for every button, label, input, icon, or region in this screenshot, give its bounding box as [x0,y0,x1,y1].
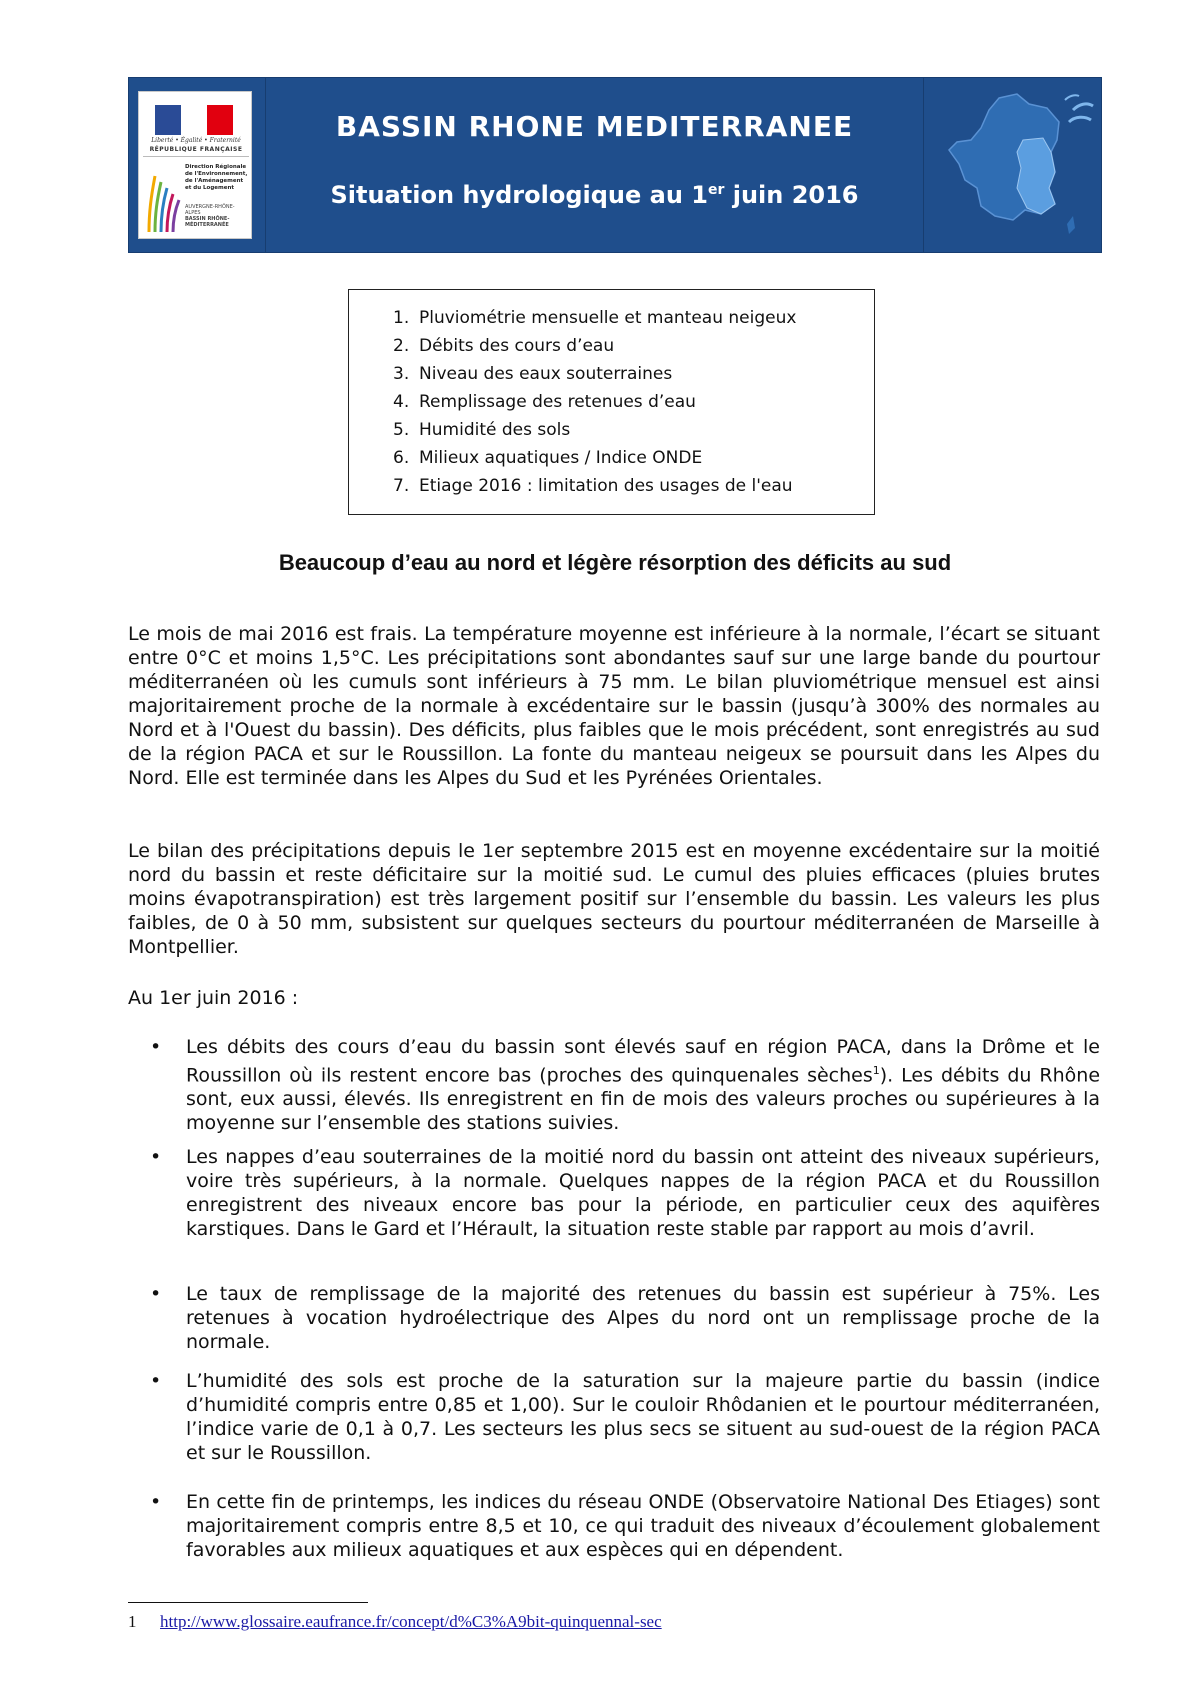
banner-title: BASSIN RHONE MEDITERRANEE [335,110,854,143]
logo-motto: Liberté • Égalité • Fraternité [151,137,241,144]
banner-subtitle: Situation hydrologique au 1er juin 2016 [330,181,859,209]
logo-dreal: Direction Régionale de l'Environnement, de l'Aménagement et du Logement [185,164,248,191]
paragraph-3: Au 1er juin 2016 : [128,987,299,1009]
toc-item: 3. Niveau des eaux souterraines [393,364,673,384]
list-item: • En cette fin de printemps, les indices du réseau ONDE (Observatoire National Des Etiages) sont majoritairement compris entre 8,5 et 10, ce qui traduit des niveaux d’écoulement globalement favorables aux milieux aquatiques et aux espèces qui en dépendent. [150,1491,1100,1561]
footnote [128,1612,1028,1632]
table-of-contents [348,289,875,515]
page-headline: Beaucoup d’eau au nord et légère résorption des déficits au sud [278,550,952,575]
toc-item: 5. Humidité des sols [393,420,571,440]
footnote-divider [128,1602,368,1603]
toc-item: 7. Etiage 2016 : limitation des usages de l'eau [393,476,793,496]
list-item: • Les débits des cours d’eau du bassin sont élevés sauf en région PACA, dans la Drôme et le Roussillon où ils restent encore bas (proches des quinquenales sèches$^1$). Les débits du Rhône sont, eux aussi, élevés. Ils enregistrent en fin de mois des valeurs proches ou supérieures à la moyenne sur l’ensemble des stations suivies. [150,1036,1101,1135]
list-item: • Les nappes d’eau souterraines de la moitié nord du bassin ont atteint des niveaux supérieurs, voire très supérieurs, à la normale. Quelques nappes de la région PACA et du Roussillon enregistrent des niveaux encore bas pour la période, en particulier ceux des aquifères karstiques. Dans le Gard et l’Hérault, la situation reste stable par rapport au mois d’avril. [150,1146,1100,1240]
paragraph-2: Le bilan des précipitations depuis le 1er septembre 2015 est en moyenne excédentaire sur la moitié nord du bassin et reste déficitaire sur la moitié sud. Le cumul des pluies efficaces (pluies brutes moins évapotranspiration) est très largement positif sur l’ensemble du bassin. Les valeurs les plus faibles, de 0 à 50 mm, subsistent sur quelques secteurs du pourtour méditerranéen de Marseille à Montpellier. [128,840,1100,958]
toc-item: 1. Pluviométrie mensuelle et manteau neigeux [393,308,797,328]
paragraph-1: Le mois de mai 2016 est frais. La température moyenne est inférieure à la normale, l’écart se situant entre 0°C et moins 1,5°C. Les précipitations sont abondantes sauf sur une large bande du pourtour méditerranéen où les cumuls sont inférieurs à 75 mm. Le bilan pluviométrique mensuel est ainsi majoritairement proche de la normale à excédentaire sur le bassin (jusqu’à 300% des normales au Nord et à l'Ouest du bassin). Des déficits, plus faibles que le mois précédent, sont enregistrés au sud de la région PACA et sur le Roussillon. La fonte du manteau neigeux se poursuit dans les Alpes du Nord. Elle est terminée dans les Alpes du Sud et les Pyrénées Orientales. [128,623,1100,789]
prefecture-logo [138,91,252,239]
toc-item: 2. Débits des cours d’eau [393,336,615,356]
logo-bassin: BASSIN RHÔNE-MÉDITERRANÉE [185,216,230,228]
toc-item: 6. Milieux aquatiques / Indice ONDE [393,448,703,468]
footnote-number: 1 [128,1612,137,1631]
list-item: • Le taux de remplissage de la majorité des retenues du bassin est supérieur à 75%. Les retenues à vocation hydroélectrique des Alpes du nord ont un remplissage proche de la normale. [150,1283,1100,1353]
logo-region: AUVERGNE-RHÔNE-ALPES [185,204,235,216]
footnote-ref[interactable]: 1 [872,1064,880,1077]
footnote-link[interactable]: http://www.glossaire.eaufrance.fr/concept/d%C3%A9bit-quinquennal-sec [160,1612,662,1631]
header-banner [128,77,1102,253]
marianne-flag-icon [155,105,233,135]
toc-item: 4. Remplissage des retenues d’eau [393,392,696,412]
list-item: • L’humidité des sols est proche de la saturation sur la majeure partie du bassin (indice d’humidité compris entre 0,85 et 1,00). Sur le couloir Rhôdanien et le pourtour méditerranéen, l’indice varie de 0,1 à 0,7. Les secteurs les plus secs se situent au sud-ouest de la région PACA et sur le Roussillon. [150,1370,1100,1464]
logo-republic: RÉPUBLIQUE FRANÇAISE [149,146,243,153]
france-basin-map-icon [937,88,1097,238]
dreal-stripes-icon [145,172,185,234]
